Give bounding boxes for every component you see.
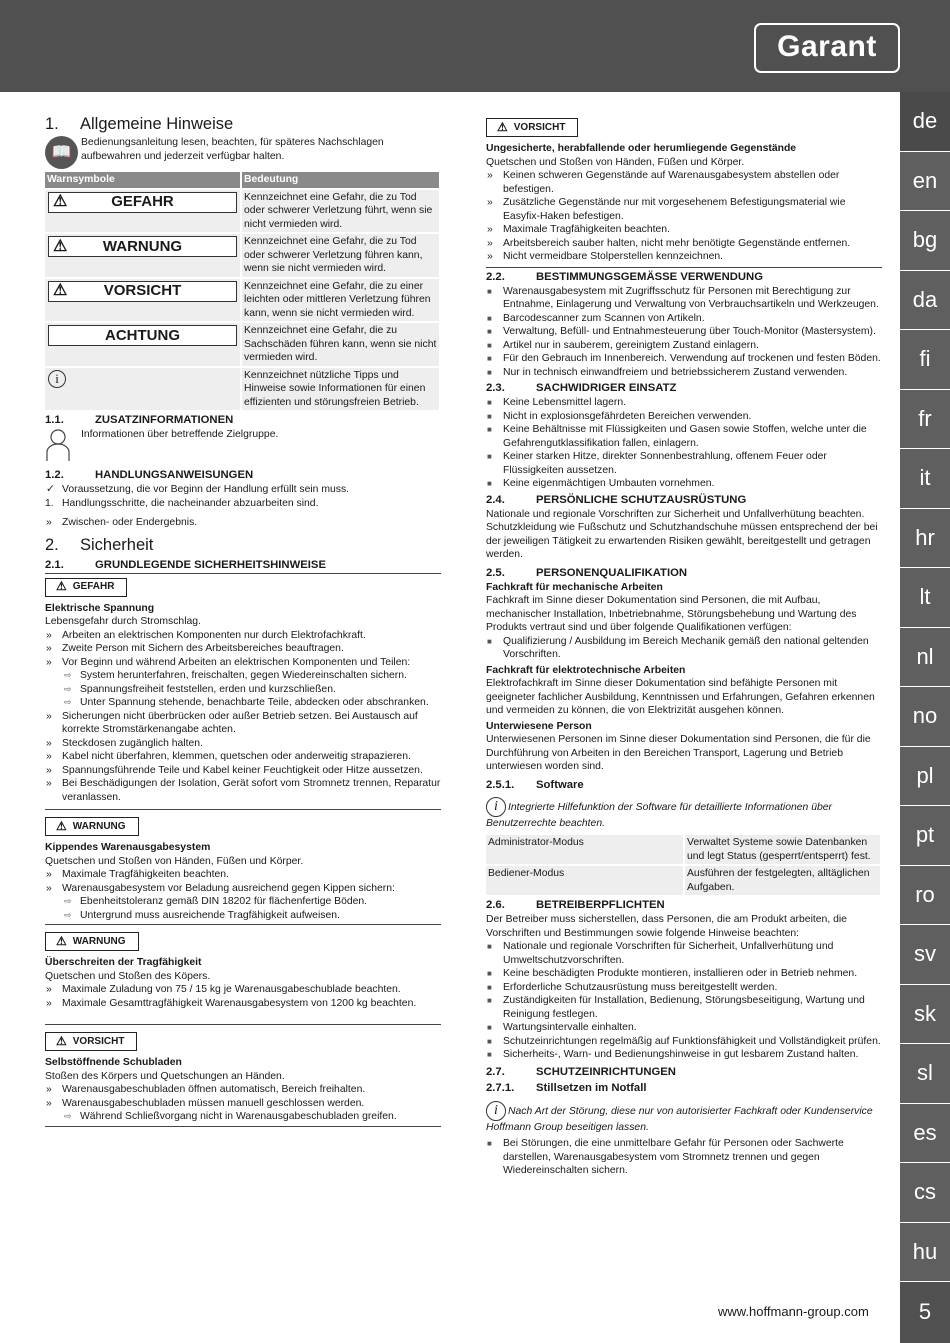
- list-item: ■ Keine Lebensmittel lagern.: [486, 396, 882, 410]
- page-header: [0, 0, 950, 92]
- person-icon: [45, 428, 81, 464]
- list-item: » Bei Beschädigungen der Isolation, Gerät sofort vom Stromnetz trennen, Reparatur veranlassen.: [45, 777, 441, 804]
- list-item: » Maximale Gesamttragfähigkeit Warenausgabesystem von 1200 kg beachten.: [45, 997, 441, 1011]
- gefahr-sign: ⚠ GEFAHR: [48, 192, 237, 213]
- list-item: » Keinen schweren Gegenstände auf Warenausgabesystem abstellen oder befestigen.: [486, 169, 882, 196]
- right-column: ⚠ VORSICHT Ungesicherte, herabfallende oder herumliegende Gegenstände Quetschen und Stoßen von Händen, Füßen und Körper. » Keinen schweren Gegenstände auf Warenausgabesystem abstellen oder befestigen. » Zusätzliche Gegenstände nur mit vorgesehenem Befestigungsmaterial wie Easyfix-Haken befestigen. » Maximale Tragfähigkeiten beachten. » Arbeitsbereich sauber halten, nicht mehr benötigte Gegenstände entfernen. » Nicht vermeidbare Stolperstellen kennzeichnen. 2.2. BESTIMMUNGSGEMÄSSE VERWENDUNG ■ Warenausgabesystem mit Zugriffsschutz für Personen mit Berechtigung zur Entnahme, Einlagerung und Verwaltung von Verbrauchsartikeln und Werkzeugen. ■ Barcodescanner zum Scannen von Artikeln. ■ Verwaltung, Befüll- und Entnahmesteuerung über Touch-Monitor (Mastersystem). ■ Artikel nur in sauberem, gereinigtem Zustand einlagern. ■ Für den Gebrauch im Innenbereich. Verwendung auf trockenen und festen Böden. ■ Nur in technisch einwandfreiem und betriebssicherem Zustand verwenden. 2.3. SACHWIDRIGER EINSATZ ■ Keine Lebensmittel lagern. ■ Nicht in explosionsgefährdeten Bereichen verwenden. ■ Keine Behältnisse mit Flüssigkeiten und Gasen sowie Stoffen, welche unter die Gefahrengutklassifikation fallen, einlagern. ■ Keiner starken Hitze, direkter Sonnenbestrahlung, offenem Feuer oder Flüssigkeiten aussetzen. ■ Keine eigenmächtigen Umbauten vornehmen. 2.4. PERSÖNLICHE SCHUTZAUSRÜSTUNG Nationale und regionale Vorschriften zur Sicherheit und Unfallverhütung beachten. Schutzkleidung wie Fußschutz und Schutzhandschuhe müssen entsprechend der bei der jeweiligen Tätigkeit zu erwartenden Risiken gewählt, bereitgestellt und getragen werden. 2.5. PERSONENQUALIFIKATION Fachkraft für mechanische Arbeiten Fachkraft im Sinne dieser Dokumentation sind Personen, die mit Aufbau, mechanischer Installation, Inbetriebnahme, Störungsbehebung und Wartung des Produkts vertraut sind und über folgende Qualifikationen verfügen: ■ Qualifizierung / Ausbildung im Bereich Mechanik gemäß den national geltenden Vorschriften. Fachkraft für elektrotechnische Arbeiten Elektrofachkraft im Sinne dieser Dokumentation sind befähigte Personen mit geeigneter fachlicher Ausbildung, Kenntnissen und Erfahrungen, Gefahren erkennen und vermeiden zu können, die von Elektrizität ausgehen können. Unterwiesene Person Unterwiesenen Personen im Sinne dieser Dokumentation sind Personen, die für die Durchführung von Arbeiten in den Bereichen Transport, Lagerung und Betrieb unterwiesen worden sind. 2.5.1. Software i Integrierte Hilfefunktion der Software für detaillierte Informationen über Benutzerrechte beachten. Administrator-Modus Verwaltet Systeme sowie Datenbanken und legt Status (gesperrt/entsperrt) fest. Bediener-Modus Ausführen der festgelegten, alltäglichen Aufgaben. 2.6. BETREIBERPFLICHTEN Der Betreiber muss sicherstellen, dass Personen, die am Produkt arbeiten, die Vorschriften und Bestimmungen sowie folgende Hinweise beachten: ■ Nationale und regionale Vorschriften für Sicherheit, Unfallverhütung und Umweltschutzvorschriften. ■ Keine beschädigten Produkte montieren, installieren oder in Betrieb nehmen. ■ Erforderliche Schutzausrüstung muss bereitgestellt werden. ■ Zuständigkeiten für Installation, Bedienung, Störungsbeseitigung, Wartung und Reinigung festlegen. ■ Wartungsintervalle einhalten. ■ Schutzeinrichtungen regelmäßig auf Funktionsfähigkeit und Vollständigkeit prüfen. ■ Sicherheits-, Warn- und Bedienungshinweise in gut lesbarem Zustand halten. 2.7. SCHUTZEINRICHTUNGEN 2.7.1. Stillsetzen im Notfall i Nach Art der Störung, diese nur von autorisierter Fachkraft oder Kundenservice Hoffmann Group beseitigen lassen. ■ Bei Störungen, die eine unmittelbare Gefahr für Personen oder Sachwerte darstellen, Warenausgabesystem vom Stromnetz trennen und gegen Wiedereinschalten sichern.: [486, 112, 882, 1178]
- section-2-7-heading: 2.7. SCHUTZEINRICHTUNGEN: [486, 1065, 676, 1078]
- list-item: » Kabel nicht überfahren, klemmen, quetschen oder anderweitig strapazieren.: [45, 750, 441, 764]
- list-item: ■ Für den Gebrauch im Innenbereich. Verwendung auf trockenen und festen Böden.: [486, 352, 882, 366]
- warning-symbols-table: Warnsymbole Bedeutung ⚠ GEFAHR Kennzeichnet eine Gefahr, die zu Tod oder schwerer Verletzung führt, wenn sie nicht vermieden wird. ⚠ WARNUNG Kennzeichnet eine Gefahr, die zu Tod oder schwerer Verletzung führen kann, wenn sie nicht vermieden wird. ⚠ VORSICHT Kennzeichnet eine Gefahr, die zu einer leichten oder mittleren Verletzung führen kann, wenn sie nicht vermieden wird. ACHTUNG Kennzeichnet eine Gefahr, die zu Sachschäden führen kann, wenn sie nicht vermieden wird. i Kennzeichnet nützliche Tipps und Hinweise sowie Informationen für einen effizienten und störungsfreien Betrieb.: [45, 172, 441, 410]
- info-icon: i: [48, 370, 66, 388]
- page-number: 5: [900, 1282, 950, 1343]
- warnung-sign: ⚠ WARNUNG: [48, 236, 237, 257]
- list-item: ■ Keine eigenmächtigen Umbauten vornehmen.: [486, 477, 882, 491]
- list-item: » Zusätzliche Gegenstände nur mit vorgesehenem Befestigungsmaterial wie Easyfix-Haken befestigen.: [486, 196, 882, 223]
- section-2-2-heading: 2.2. BESTIMMUNGSGEMÄSSE VERWENDUNG: [486, 270, 764, 283]
- lang-tab-nl[interactable]: nl: [900, 628, 950, 688]
- warning-triangle-icon: ⚠: [497, 119, 508, 134]
- section-2-6-heading: 2.6. BETREIBERPFLICHTEN: [486, 899, 665, 911]
- list-item: ■ Keine beschädigten Produkte montieren, installieren oder in Betrieb nehmen.: [486, 967, 882, 981]
- section-2-3-heading: 2.3. SACHWIDRIGER EINSATZ: [486, 382, 677, 394]
- section-1-1-heading: 1.1. ZUSATZINFORMATIONEN: [45, 414, 234, 426]
- warning-triangle-icon: ⚠: [56, 818, 67, 833]
- list-item: ■ Artikel nur in sauberem, gereinigtem Zustand einlagern.: [486, 339, 882, 353]
- list-item: » Spannungsführende Teile und Kabel keiner Feuchtigkeit oder Hitze aussetzen.: [45, 764, 441, 778]
- section-2-5-heading: 2.5. PERSONENQUALIFIKATION: [486, 566, 688, 579]
- list-item: ■ Barcodescanner zum Scannen von Artikeln.: [486, 312, 882, 326]
- list-item: ■ Wartungsintervalle einhalten.: [486, 1021, 882, 1035]
- warning-triangle-icon: ⚠: [56, 933, 67, 948]
- list-item: » Warenausgabesystem vor Beladung ausreichend gegen Kippen sichern:: [45, 882, 441, 896]
- list-item: ■ Verwaltung, Befüll- und Entnahmesteuerung über Touch-Monitor (Mastersystem).: [486, 325, 882, 339]
- sub-item: ⇨ Ebenheitstoleranz gemäß DIN 18202 für flächenfertige Böden.: [63, 895, 441, 909]
- list-item: ■ Keine Behältnisse mit Flüssigkeiten und Gasen sowie Stoffen, welche unter die Gefahrengutklassifikation fallen, einlagern.: [486, 423, 882, 450]
- section-2-5-1-heading: 2.5.1. Software: [486, 778, 584, 791]
- lang-tab-lt[interactable]: lt: [900, 568, 950, 628]
- section-2-1-heading: 2.1. GRUNDLEGENDE SICHERHEITSHINWEISE: [45, 558, 441, 574]
- list-item: » Vor Beginn und während Arbeiten an elektrischen Komponenten und Teilen:: [45, 656, 441, 670]
- lang-tab-sk[interactable]: sk: [900, 985, 950, 1045]
- read-manual-icon: 📖: [45, 136, 78, 169]
- lang-tab-hu[interactable]: hu: [900, 1223, 950, 1283]
- info-icon: i: [486, 797, 506, 817]
- section-1-2-heading: 1.2. HANDLUNGSANWEISUNGEN: [45, 469, 254, 481]
- list-item: ■ Zuständigkeiten für Installation, Bedienung, Störungsbeseitigung, Wartung und Reinigung festlegen.: [486, 994, 882, 1021]
- sub-item: ⇨ Untergrund muss ausreichende Tragfähigkeit aufweisen.: [63, 909, 441, 923]
- list-item: » Steckdosen zugänglich halten.: [45, 737, 441, 751]
- left-column: 1. Allgemeine Hinweise 📖 Bedienungsanleitung lesen, beachten, für späteres Nachschlagen aufbewahren und jederzeit verfügbar halten. Warnsymbole Bedeutung ⚠ GEFAHR Kennzeichnet eine Gefahr, die zu Tod oder schwerer Verletzung führt, wenn sie nicht vermieden wird. ⚠ WARNUNG Kennzeichnet eine Gefahr, die zu Tod oder schwerer Verletzung führen kann, wenn sie nicht vermieden wird. ⚠ VORSICHT Kennzeichnet eine Gefahr, die zu einer leichten oder mittleren Verletzung führen kann, wenn sie nicht vermieden wird. ACHTUNG Kennzeichnet eine Gefahr, die zu Sachschäden führen kann, wenn sie nicht vermieden wird. i Kennzeichnet nützliche Tipps und Hinweise sowie Informationen für einen effizienten und störungsfreien Betrieb. 1.1. ZUSATZINFORMATIONEN Informationen über betreffende Zielgruppe. 1.2. HANDLUNGSANWEISUNGEN ✓ Voraussetzung, die vor Beginn der Handlung erfüllt sein muss. 1. Handlungsschritte, die nacheinander abzuarbeiten sind. » Zwischen- oder Endergebnis. 2. Sicherheit 2.1. GRUNDLEGENDE SICHERHEITSHINWEISE ⚠ GEFAHR Elektrische Spannung Lebensgefahr durch Stromschlag. » Arbeiten an elektrischen Komponenten nur durch Elektrofachkraft. » Zweite Person mit Sichern des Arbeitsbereiches beauftragen. » Vor Beginn und während Arbeiten an elektrischen Komponenten und Teilen: ⇨ System herunterfahren, freischalten, gegen Wiedereinschalten sichern. ⇨ Spannungsfreiheit feststellen, erden und kurzschließen. ⇨ Unter Spannung stehende, benachbarte Teile, abdecken oder abschranken. » Sicherungen nicht überbrücken oder außer Betrieb setzen. Bei Austausch auf korrekte Stromstärkenangabe achten. » Steckdosen zugänglich halten. » Kabel nicht überfahren, klemmen, quetschen oder anderweitig strapazieren. » Spannungsführende Teile und Kabel keiner Feuchtigkeit oder Hitze aussetzen. » Bei Beschädigungen der Isolation, Gerät sofort vom Stromnetz trennen, Reparatur veranlassen. ⚠ WARNUNG Kippendes Warenausgabesystem Quetschen und Stoßen von Händen, Füßen und Körper. » Maximale Tragfähigkeiten beachten. » Warenausgabesystem vor Beladung ausreichend gegen Kippen sichern: ⇨ Ebenheitstoleranz gemäß DIN 18202 für flächenfertige Böden. ⇨ Untergrund muss ausreichende Tragfähigkeit aufweisen. ⚠ WARNUNG Überschreiten der Tragfähigkeit Quetschen und Stoßen des Köpers. » Maximale Zuladung von 75 / 15 kg je Warenausgabeschublade beachten. » Maximale Gesamttragfähigkeit Warenausgabesystem von 1200 kg beachten. ⚠ VORSICHT Selbstöffnende Schubladen Stoßen des Körpers und Quetschungen an Händen. » Warenausgabeschubladen öffnen automatisch, Bereich freihalten. » Warenausgabeschubladen müssen manuell geschlossen werden. ⇨ Während Schließvorgang nicht in Warenausgabeschubladen greifen.: [45, 112, 441, 1130]
- lang-tab-fr[interactable]: fr: [900, 390, 950, 450]
- sub-item: ⇨ Während Schließvorgang nicht in Warenausgabeschubladen greifen.: [63, 1110, 441, 1124]
- vorsicht-badge-2: ⚠ VORSICHT: [486, 118, 578, 137]
- sub-item: ⇨ System herunterfahren, freischalten, gegen Wiedereinschalten sichern.: [63, 669, 441, 683]
- lang-tab-sv[interactable]: sv: [900, 925, 950, 985]
- list-item: ■ Keiner starken Hitze, direkter Sonnenbestrahlung, offenem Feuer oder Flüssigkeiten aussetzen.: [486, 450, 882, 477]
- language-tabs: [900, 92, 950, 1282]
- lang-tab-da[interactable]: da: [900, 271, 950, 331]
- section-1-heading: 1. Allgemeine Hinweise: [45, 115, 234, 133]
- lang-tab-bg[interactable]: bg: [900, 211, 950, 271]
- lang-tab-no[interactable]: no: [900, 687, 950, 747]
- list-item: » Arbeiten an elektrischen Komponenten nur durch Elektrofachkraft.: [45, 629, 441, 643]
- section-2-7-1-heading: 2.7.1. Stillsetzen im Notfall: [486, 1081, 647, 1094]
- list-item: » Maximale Tragfähigkeiten beachten.: [45, 868, 441, 882]
- list-item: ■ Nationale und regionale Vorschriften für Sicherheit, Unfallverhütung und Umweltschutzvorschriften.: [486, 940, 882, 967]
- list-item: » Maximale Zuladung von 75 / 15 kg je Warenausgabeschublade beachten.: [45, 983, 441, 997]
- read-manual-note: 📖 Bedienungsanleitung lesen, beachten, für späteres Nachschlagen aufbewahren und jederzeit verfügbar halten.: [45, 136, 441, 169]
- warnung-badge-2: ⚠ WARNUNG: [45, 932, 139, 951]
- lang-tab-de[interactable]: de: [900, 92, 950, 152]
- list-item: » Nicht vermeidbare Stolperstellen kennzeichnen.: [486, 250, 882, 264]
- vorsicht-badge: ⚠ VORSICHT: [45, 1032, 137, 1051]
- section-2-4-heading: 2.4. PERSÖNLICHE SCHUTZAUSRÜSTUNG: [486, 493, 747, 506]
- info-icon: i: [486, 1101, 506, 1121]
- list-item: ■ Sicherheits-, Warn- und Bedienungshinweise in gut lesbarem Zustand halten.: [486, 1048, 882, 1062]
- lang-tab-pt[interactable]: pt: [900, 806, 950, 866]
- warning-triangle-icon: ⚠: [53, 282, 68, 300]
- lang-tab-fi[interactable]: fi: [900, 330, 950, 390]
- lang-tab-cs[interactable]: cs: [900, 1163, 950, 1223]
- list-item: ■ Nicht in explosionsgefährdeten Bereichen verwenden.: [486, 410, 882, 424]
- list-item: ■ Warenausgabesystem mit Zugriffsschutz für Personen mit Berechtigung zur Entnahme, Einlagerung und Verwaltung von Verbrauchsartikeln und Werkzeugen.: [486, 285, 882, 312]
- lang-tab-es[interactable]: es: [900, 1104, 950, 1164]
- sub-item: ⇨ Unter Spannung stehende, benachbarte Teile, abdecken oder abschranken.: [63, 696, 441, 710]
- list-item: ■ Nur in technisch einwandfreiem und betriebssicherem Zustand verwenden.: [486, 366, 882, 380]
- list-item: » Arbeitsbereich sauber halten, nicht mehr benötigte Gegenstände entfernen.: [486, 237, 882, 251]
- footer-url[interactable]: www.hoffmann-group.com: [718, 1304, 869, 1319]
- warning-triangle-icon: ⚠: [56, 579, 67, 594]
- list-item: » Maximale Tragfähigkeiten beachten.: [486, 223, 882, 237]
- lang-tab-en[interactable]: en: [900, 152, 950, 212]
- garant-logo: Garant: [754, 23, 900, 73]
- warning-triangle-icon: ⚠: [56, 1033, 67, 1048]
- list-item: ■ Erforderliche Schutzausrüstung muss bereitgestellt werden.: [486, 981, 882, 995]
- lang-tab-hr[interactable]: hr: [900, 509, 950, 569]
- section-2-heading: 2. Sicherheit: [45, 535, 154, 554]
- lang-tab-sl[interactable]: sl: [900, 1044, 950, 1104]
- list-item: » Zweite Person mit Sichern des Arbeitsbereiches beauftragen.: [45, 642, 441, 656]
- list-item: » Warenausgabeschubladen öffnen automatisch, Bereich freihalten.: [45, 1083, 441, 1097]
- vorsicht-sign: ⚠ VORSICHT: [48, 281, 237, 302]
- list-item: ■ Schutzeinrichtungen regelmäßig auf Funktionsfähigkeit und Vollständigkeit prüfen.: [486, 1035, 882, 1049]
- gefahr-badge: ⚠ GEFAHR: [45, 578, 127, 597]
- warning-triangle-icon: ⚠: [53, 237, 68, 255]
- software-modes-table: Administrator-Modus Verwaltet Systeme sowie Datenbanken und legt Status (gesperrt/entsperrt) fest. Bediener-Modus Ausführen der festgelegten, alltäglichen Aufgaben.: [486, 833, 882, 895]
- list-item: » Warenausgabeschubladen müssen manuell geschlossen werden.: [45, 1097, 441, 1111]
- warnung-badge: ⚠ WARNUNG: [45, 817, 139, 836]
- warning-triangle-icon: ⚠: [53, 193, 68, 211]
- list-item: » Sicherungen nicht überbrücken oder außer Betrieb setzen. Bei Austausch auf korrekte Stromstärkenangabe achten.: [45, 710, 441, 737]
- achtung-sign: ACHTUNG: [48, 325, 237, 346]
- sub-item: ⇨ Spannungsfreiheit feststellen, erden und kurzschließen.: [63, 683, 441, 697]
- lang-tab-ro[interactable]: ro: [900, 866, 950, 926]
- lang-tab-it[interactable]: it: [900, 449, 950, 509]
- lang-tab-pl[interactable]: pl: [900, 747, 950, 807]
